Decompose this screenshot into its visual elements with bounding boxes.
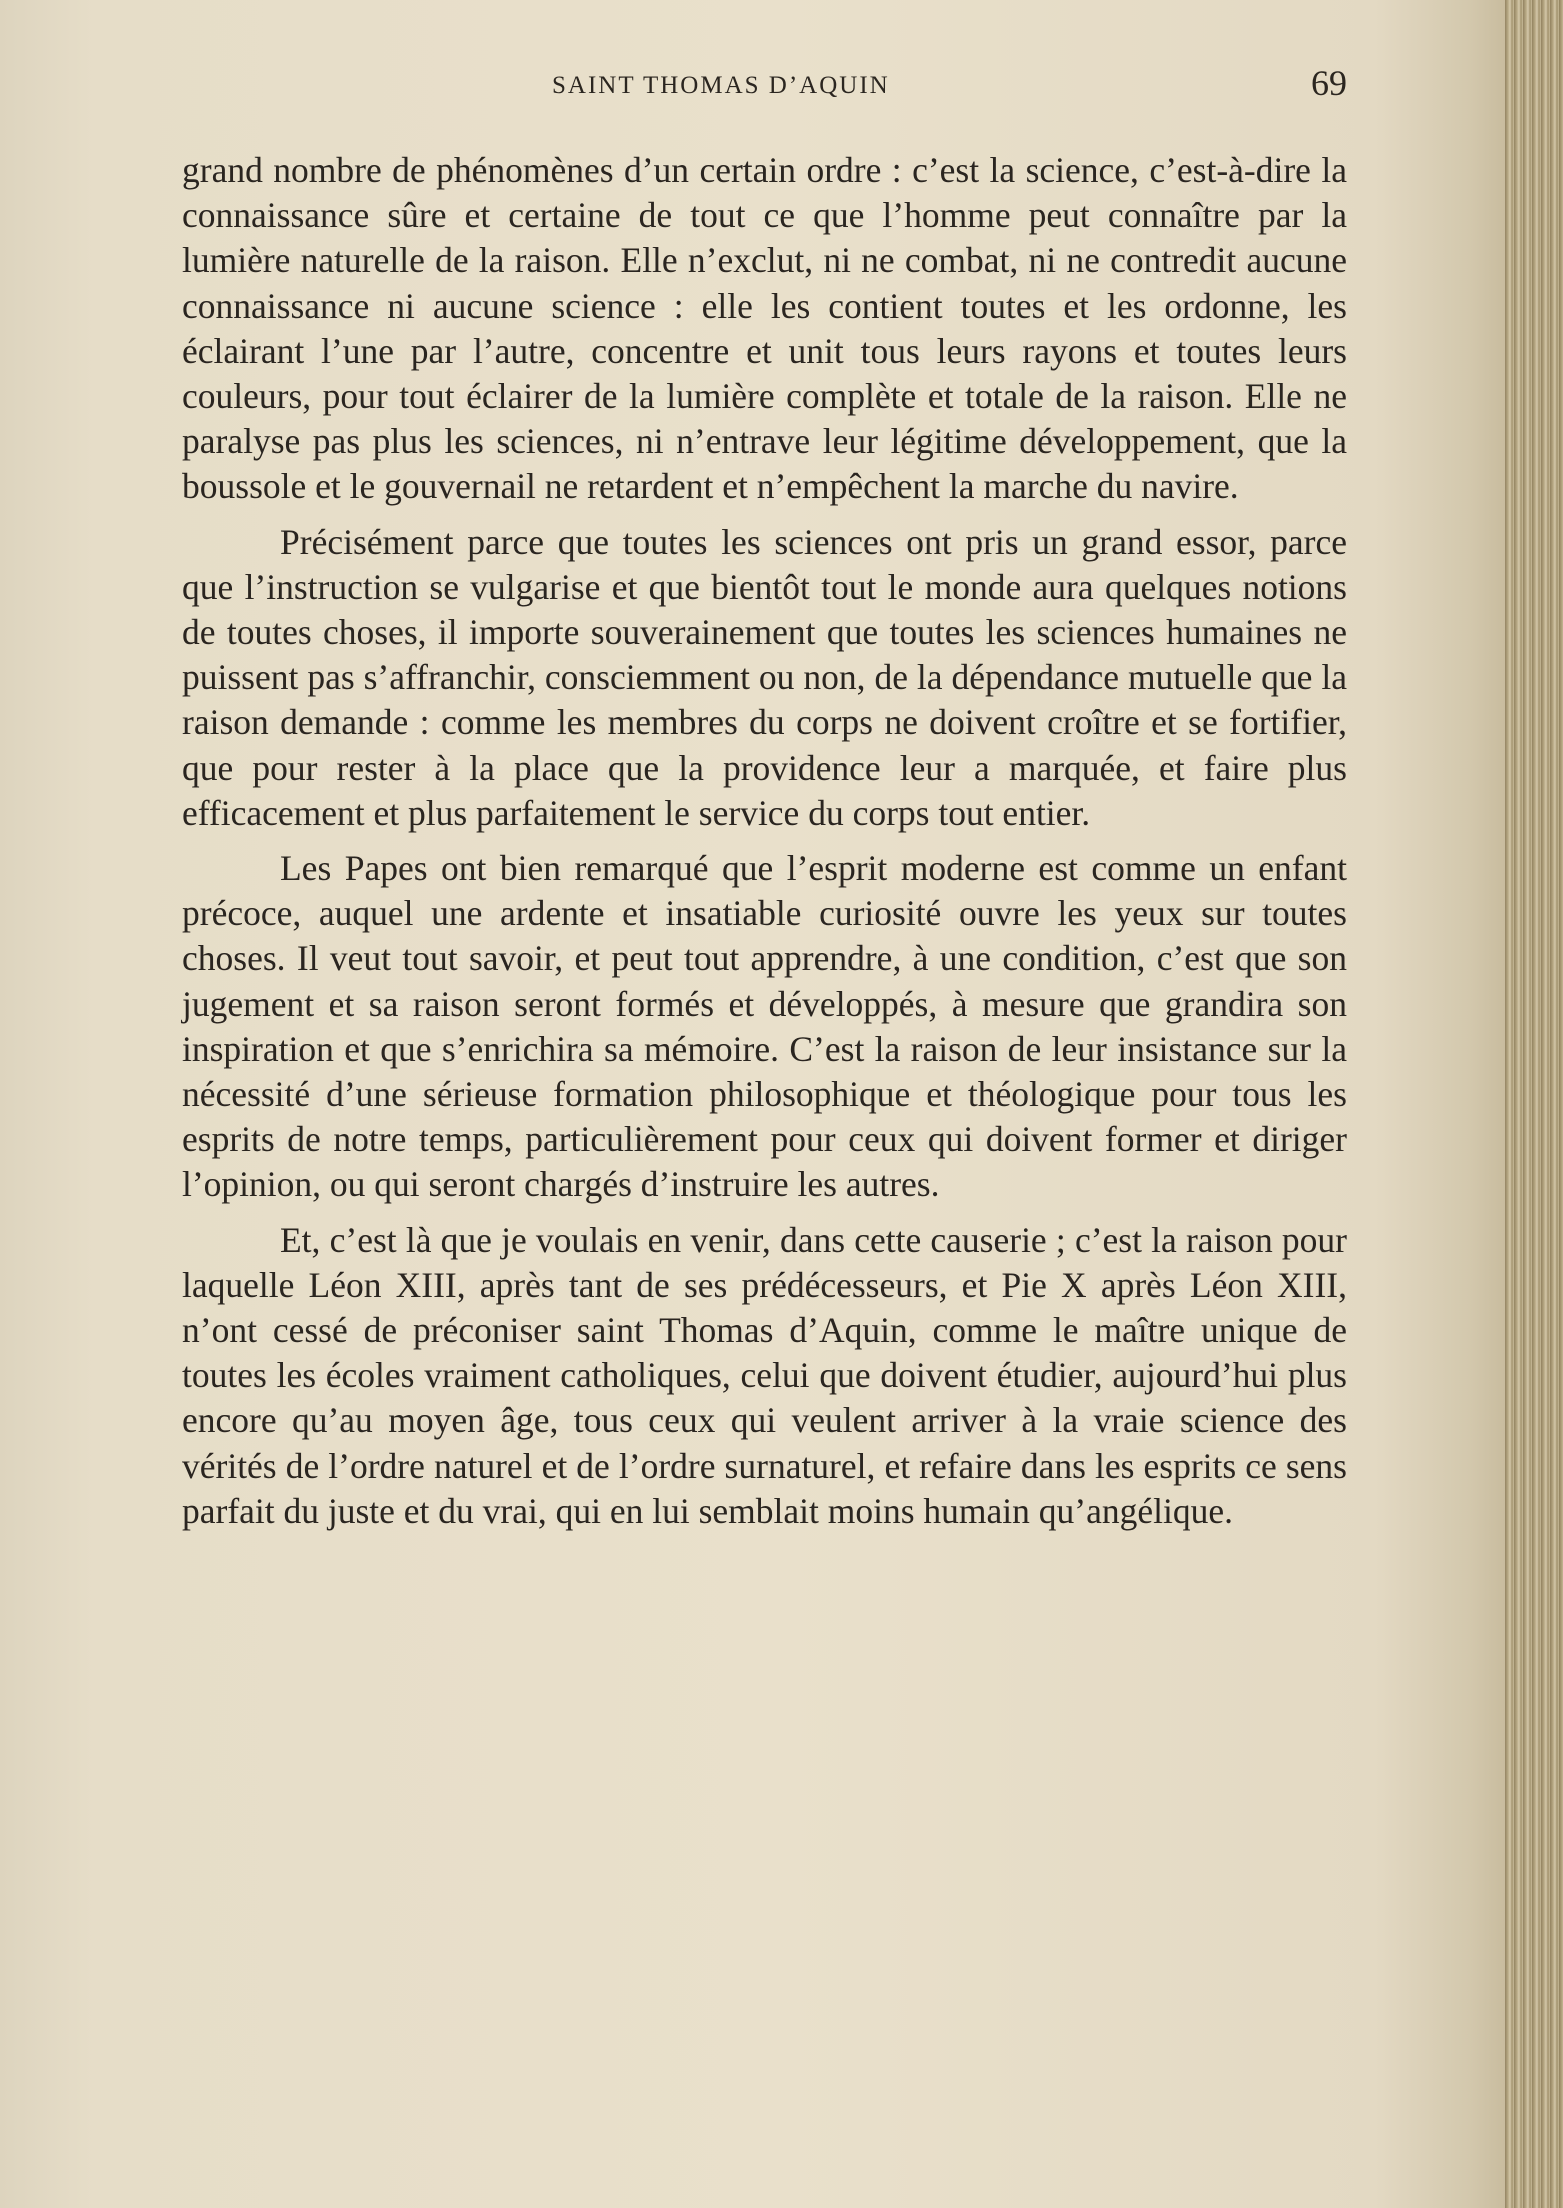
body-text xyxy=(182,148,1347,1534)
running-title: SAINT THOMAS D’AQUIN xyxy=(552,72,890,99)
page-gutter-edge xyxy=(1505,0,1563,2208)
paragraph-2: Précisément parce que toutes les sciences ont pris un grand essor, parce que l’instruction se vulgarise et que bientôt tout le monde aura quelques notions de toutes choses, il importe souverainement que toutes les sciences humaines ne puissent pas s’affranchir, consciemment ou non, de la dépendance mutuelle que la raison demande : comme les membres du corps ne doivent croître et se fortifier, que pour rester à la place que la providence leur a marquée, et faire plus efficacement et plus parfaitement le service du corps tout entier. xyxy=(182,521,1347,833)
page-number: 69 xyxy=(1311,63,1347,103)
paragraph-1: grand nombre de phénomènes d’un certain ordre : c’est la science, c’est-à-dire la connaissance sûre et certaine de tout ce que l’homme peut connaître par la lumière naturelle de la raison. Elle n’exclut, ni ne combat, ni ne contredit aucune connaissance ni aucune science : elle les contient toutes et les ordonne, les éclairant l’une par l’autre, concentre et unit tous leurs rayons et toutes leurs couleurs, pour tout éclairer de la lumière complète et totale de la raison. Elle ne paralyse pas plus les sciences, ni n’entrave leur légitime développement, que la boussole et le gouvernail ne retardent et n’empêchent la marche du navire. xyxy=(182,150,1347,507)
paragraph-4: Et, c’est là que je voulais en venir, dans cette causerie ; c’est la raison pour laquelle Léon XIII, après tant de ses prédécesseurs, et Pie X après Léon XIII, n’ont cessé de préconiser saint Thomas d’Aquin, comme le maître unique de toutes les écoles vraiment catholiques, celui que doivent étudier, aujourd’hui plus encore qu’au moyen âge, tous ceux qui veulent arriver à la vraie science des vérités de l’ordre naturel et de l’ordre surnaturel, et refaire dans les esprits ce sens parfait du juste et du vrai, qui en lui semblait moins humain qu’angélique. xyxy=(182,1219,1347,1531)
page-header xyxy=(182,62,1347,112)
paragraph-3: Les Papes ont bien remarqué que l’esprit moderne est comme un enfant précoce, auquel une ardente et insatiable curiosité ouvre les yeux sur toutes choses. Il veut tout savoir, et peut tout apprendre, à une condition, c’est que son jugement et sa raison seront formés et développés, à mesure que grandira son inspiration et que s’enrichira sa mémoire. C’est la raison de leur insistance sur la nécessité d’une sérieuse formation philosophique et théologique pour tous les esprits de notre temps, particulièrement pour ceux qui doivent former et diriger l’opinion, ou qui seront chargés d’instruire les autres. xyxy=(182,848,1347,1205)
